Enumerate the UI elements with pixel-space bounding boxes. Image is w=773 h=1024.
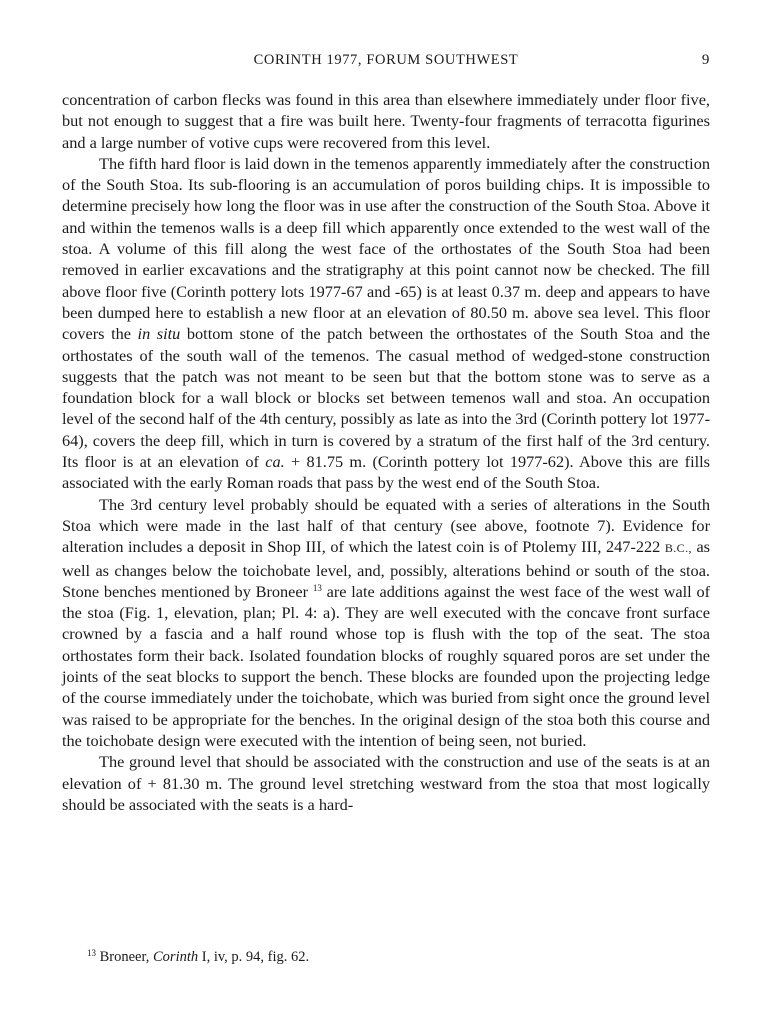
paragraph-3-text-a: The 3rd century level probably should be equated with a series of alterations in the South Stoa which were made in the last half of that century (see above, footnote 7). Evidence for alteration includes a deposit in Shop III, of which the latest coin is of Ptolemy III, 247-222 xyxy=(62,494,710,557)
paragraph-4-text: The ground level that should be associated with the construction and use of the seats is at an elevation of + 81.30 m. The ground level stretching westward from the stoa that most logically should be associated with the seats is a hard- xyxy=(62,752,710,814)
body-text xyxy=(62,89,710,815)
paragraph-3 xyxy=(62,494,710,752)
paragraph-2-text-b: bottom stone of the patch between the orthostates of the South Stoa and the orthostates of the south wall of the temenos. The casual method of wedged-stone construction suggests that the patch was not meant to be seen but that the bottom stone was to serve as a foundation block for a wall block or blocks set between temenos wall and stoa. An occupation level of the second half of the 4th century, possibly as late as into the 3rd (Corinth pottery lot 1977-64), covers the deep fill, which in turn is covered by a stratum of the first half of the 3rd century. Its floor is at an elevation of xyxy=(62,324,711,472)
running-head xyxy=(62,52,710,74)
footnote-number: 13 xyxy=(87,948,96,958)
italic-in-situ: in situ xyxy=(137,324,181,344)
paragraph-1-text: concentration of carbon flecks was found in this area than elsewhere immediately under floor five, but not enough to suggest that a fire was built here. Twenty-four fragments of terracotta figurines and a large number of votive cups were recovered from this level. xyxy=(62,90,710,152)
footnote-reference: 13 xyxy=(312,582,322,593)
footnote xyxy=(87,948,707,966)
footnote-author: Broneer, xyxy=(99,949,150,965)
paragraph-1 xyxy=(62,89,710,153)
paragraph-4 xyxy=(62,751,710,815)
running-title: CORINTH 1977, FORUM SOUTHWEST xyxy=(253,52,519,68)
paragraph-2-text-a: The fifth hard floor is laid down in the temenos apparently immediately after the construction of the South Stoa. Its sub-flooring is an accumulation of poros building chips. It is impossible to determine precisely how long the floor was in use after the construction of the South Stoa. Above it and within the temenos walls is a deep fill which apparently once extended to the west wall of the stoa. A volume of this fill along the west face of the orthostates of the South Stoa had been removed in earlier excavations and the stratigraphy at this point cannot now be checked. The fill above floor five (Corinth pottery lots 1977-67 and -65) is at least 0.37 m. deep and appears to have been dumped here to establish a new floor at an elevation of 80.50 m. above sea level. This floor covers the xyxy=(62,153,710,344)
footnote-work: Corinth xyxy=(153,949,199,965)
paragraph-2-text-c: + 81.75 m. (Corinth pottery lot 1977-62). Above this are fills associated with the early Roman roads that pass by the west end of the South Stoa. xyxy=(62,452,711,493)
italic-circa: ca. xyxy=(265,452,285,472)
page-number: 9 xyxy=(701,52,710,68)
paragraph-2 xyxy=(62,153,710,494)
era-small-caps: B.C., xyxy=(664,541,692,556)
footnote-citation: I, iv, p. 94, fig. 62. xyxy=(201,949,310,965)
paragraph-3-text-c: are late additions against the west face of the west wall of the stoa (Fig. 1, elevation, plan; Pl. 4: a). They are well executed with the concave front surface crowned by a fascia and a half round whose top is flush with the top of the seat. The stoa orthostates form their back. Isolated foundation blocks of roughly squared poros are set under the joints of the seat blocks to support the bench. These blocks are founded upon the projecting ledge of the course immediately under the toichobate, which was buried from sight once the ground level was raised to be appropriate for the benches. In the original design of the stoa both this course and the toichobate design were executed with the intention of being seen, not buried. xyxy=(62,581,711,750)
paragraph-3-text-b: as well as changes below the toichobate level, and, possibly, alterations behind or south of the stoa. Stone benches mentioned by Broneer xyxy=(62,537,710,601)
